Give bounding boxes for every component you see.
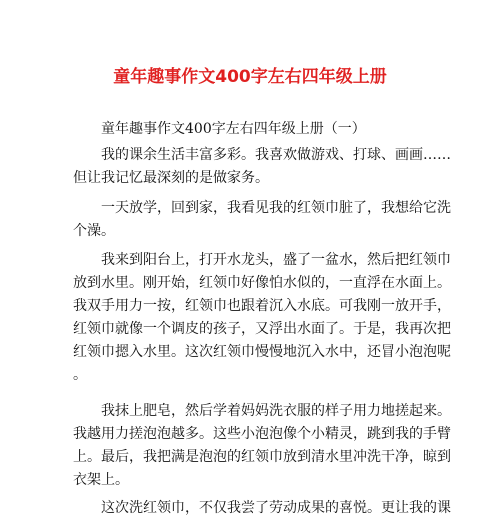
paragraph-line: 但让我记忆最深刻的是做家务。 (73, 170, 269, 186)
paragraph-line: 我双手用力一按，红领巾也跟着沉入水底。可我刚一放开手， (73, 298, 451, 314)
paragraph-line: 我越用力搓泡泡越多。这些小泡泡像个小精灵，跳到我的手臂 (73, 426, 451, 442)
paragraph-line: 我来到阳台上，打开水龙头，盛了一盆水，然后把红领巾 (101, 252, 451, 268)
paragraph-line: 红领巾摁入水里。这次红领巾慢慢地沉入水中，还冒小泡泡呢 (73, 344, 451, 360)
paragraph-line: 放到水里。刚开始，红领巾好像怕水似的，一直浮在水面上。 (73, 275, 451, 291)
paragraph-line: 我抹上肥皂，然后学着妈妈洗衣服的样子用力地搓起来。 (101, 403, 451, 419)
document-title: 童年趣事作文400字左右四年级上册 (113, 67, 387, 87)
paragraph-line: 上。最后，我把满是泡泡的红领巾放到清水里冲洗干净，晾到 (73, 449, 451, 465)
paragraph-line: 个澡。 (73, 223, 115, 239)
subtitle-line: 童年趣事作文400字左右四年级上册（一） (101, 121, 366, 137)
paragraph-line: 。 (73, 367, 87, 383)
paragraph-line: 一天放学，回到家，我看见我的红领巾脏了，我想给它洗 (101, 200, 451, 216)
paragraph-line: 我的课余生活丰富多彩。我喜欢做游戏、打球、画画…… (101, 147, 451, 163)
paragraph-line: 红领巾就像一个调皮的孩子，又浮出水面了。于是，我再次把 (73, 321, 451, 337)
paragraph-line: 这次洗红领巾，不仅我尝了劳动成果的喜悦。更让我的课 (101, 500, 451, 516)
paragraph-line: 衣架上。 (73, 472, 129, 488)
